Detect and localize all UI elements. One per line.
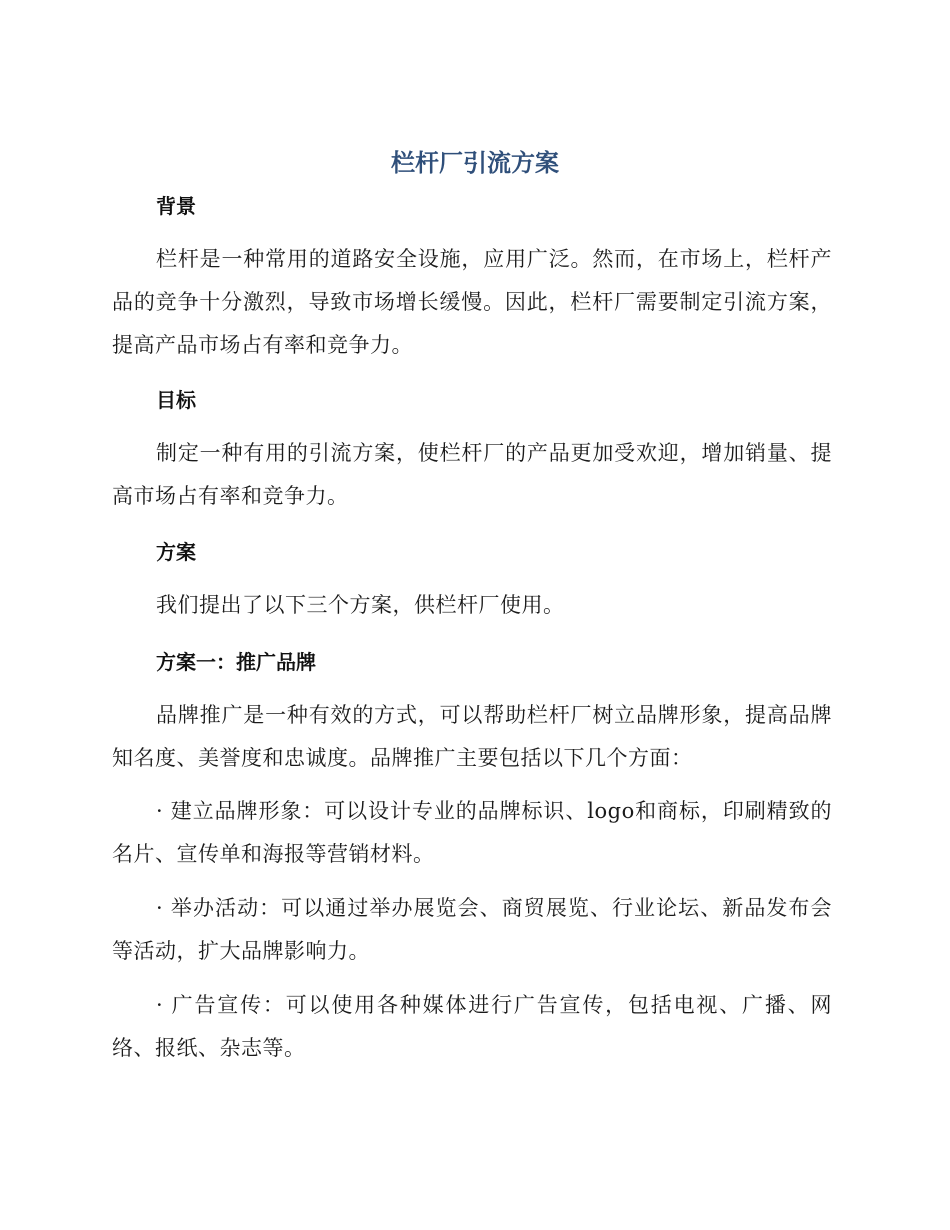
paragraph-goal: 制定一种有用的引流方案，使栏杆厂的产品更加受欢迎，增加销量、提高市场占有率和竞争力。 — [112, 441, 832, 508]
heading-plan-one: 方案一：推广品牌 — [156, 650, 316, 674]
paragraph-brand-promotion: 品牌推广是一种有效的方式，可以帮助栏杆厂树立品牌形象，提高品牌知名度、美誉度和忠诚度。品牌推广主要包括以下几个方面： — [112, 703, 832, 770]
heading-background: 背景 — [156, 194, 196, 218]
bullet-brand-image: · 建立品牌形象：可以设计专业的品牌标识、logo和商标，印刷精致的名片、宣传单和海报等营销材料。 — [112, 799, 832, 866]
bullet-advertising: · 广告宣传：可以使用各种媒体进行广告宣传，包括电视、广播、网络、报纸、杂志等。 — [112, 993, 832, 1060]
paragraph-background: 栏杆是一种常用的道路安全设施，应用广泛。然而，在市场上，栏杆产品的竞争十分激烈，导致市场增长缓慢。因此，栏杆厂需要制定引流方案，提高产品市场占有率和竞争力。 — [112, 247, 832, 357]
paragraph-plan-intro: 我们提出了以下三个方案，供栏杆厂使用。 — [156, 593, 565, 617]
page-title: 栏杆厂引流方案 — [391, 149, 559, 177]
heading-goal: 目标 — [156, 388, 196, 412]
bullet-events: · 举办活动：可以通过举办展览会、商贸展览、行业论坛、新品发布会等活动，扩大品牌影响力。 — [112, 896, 832, 963]
heading-plan: 方案 — [156, 540, 196, 564]
